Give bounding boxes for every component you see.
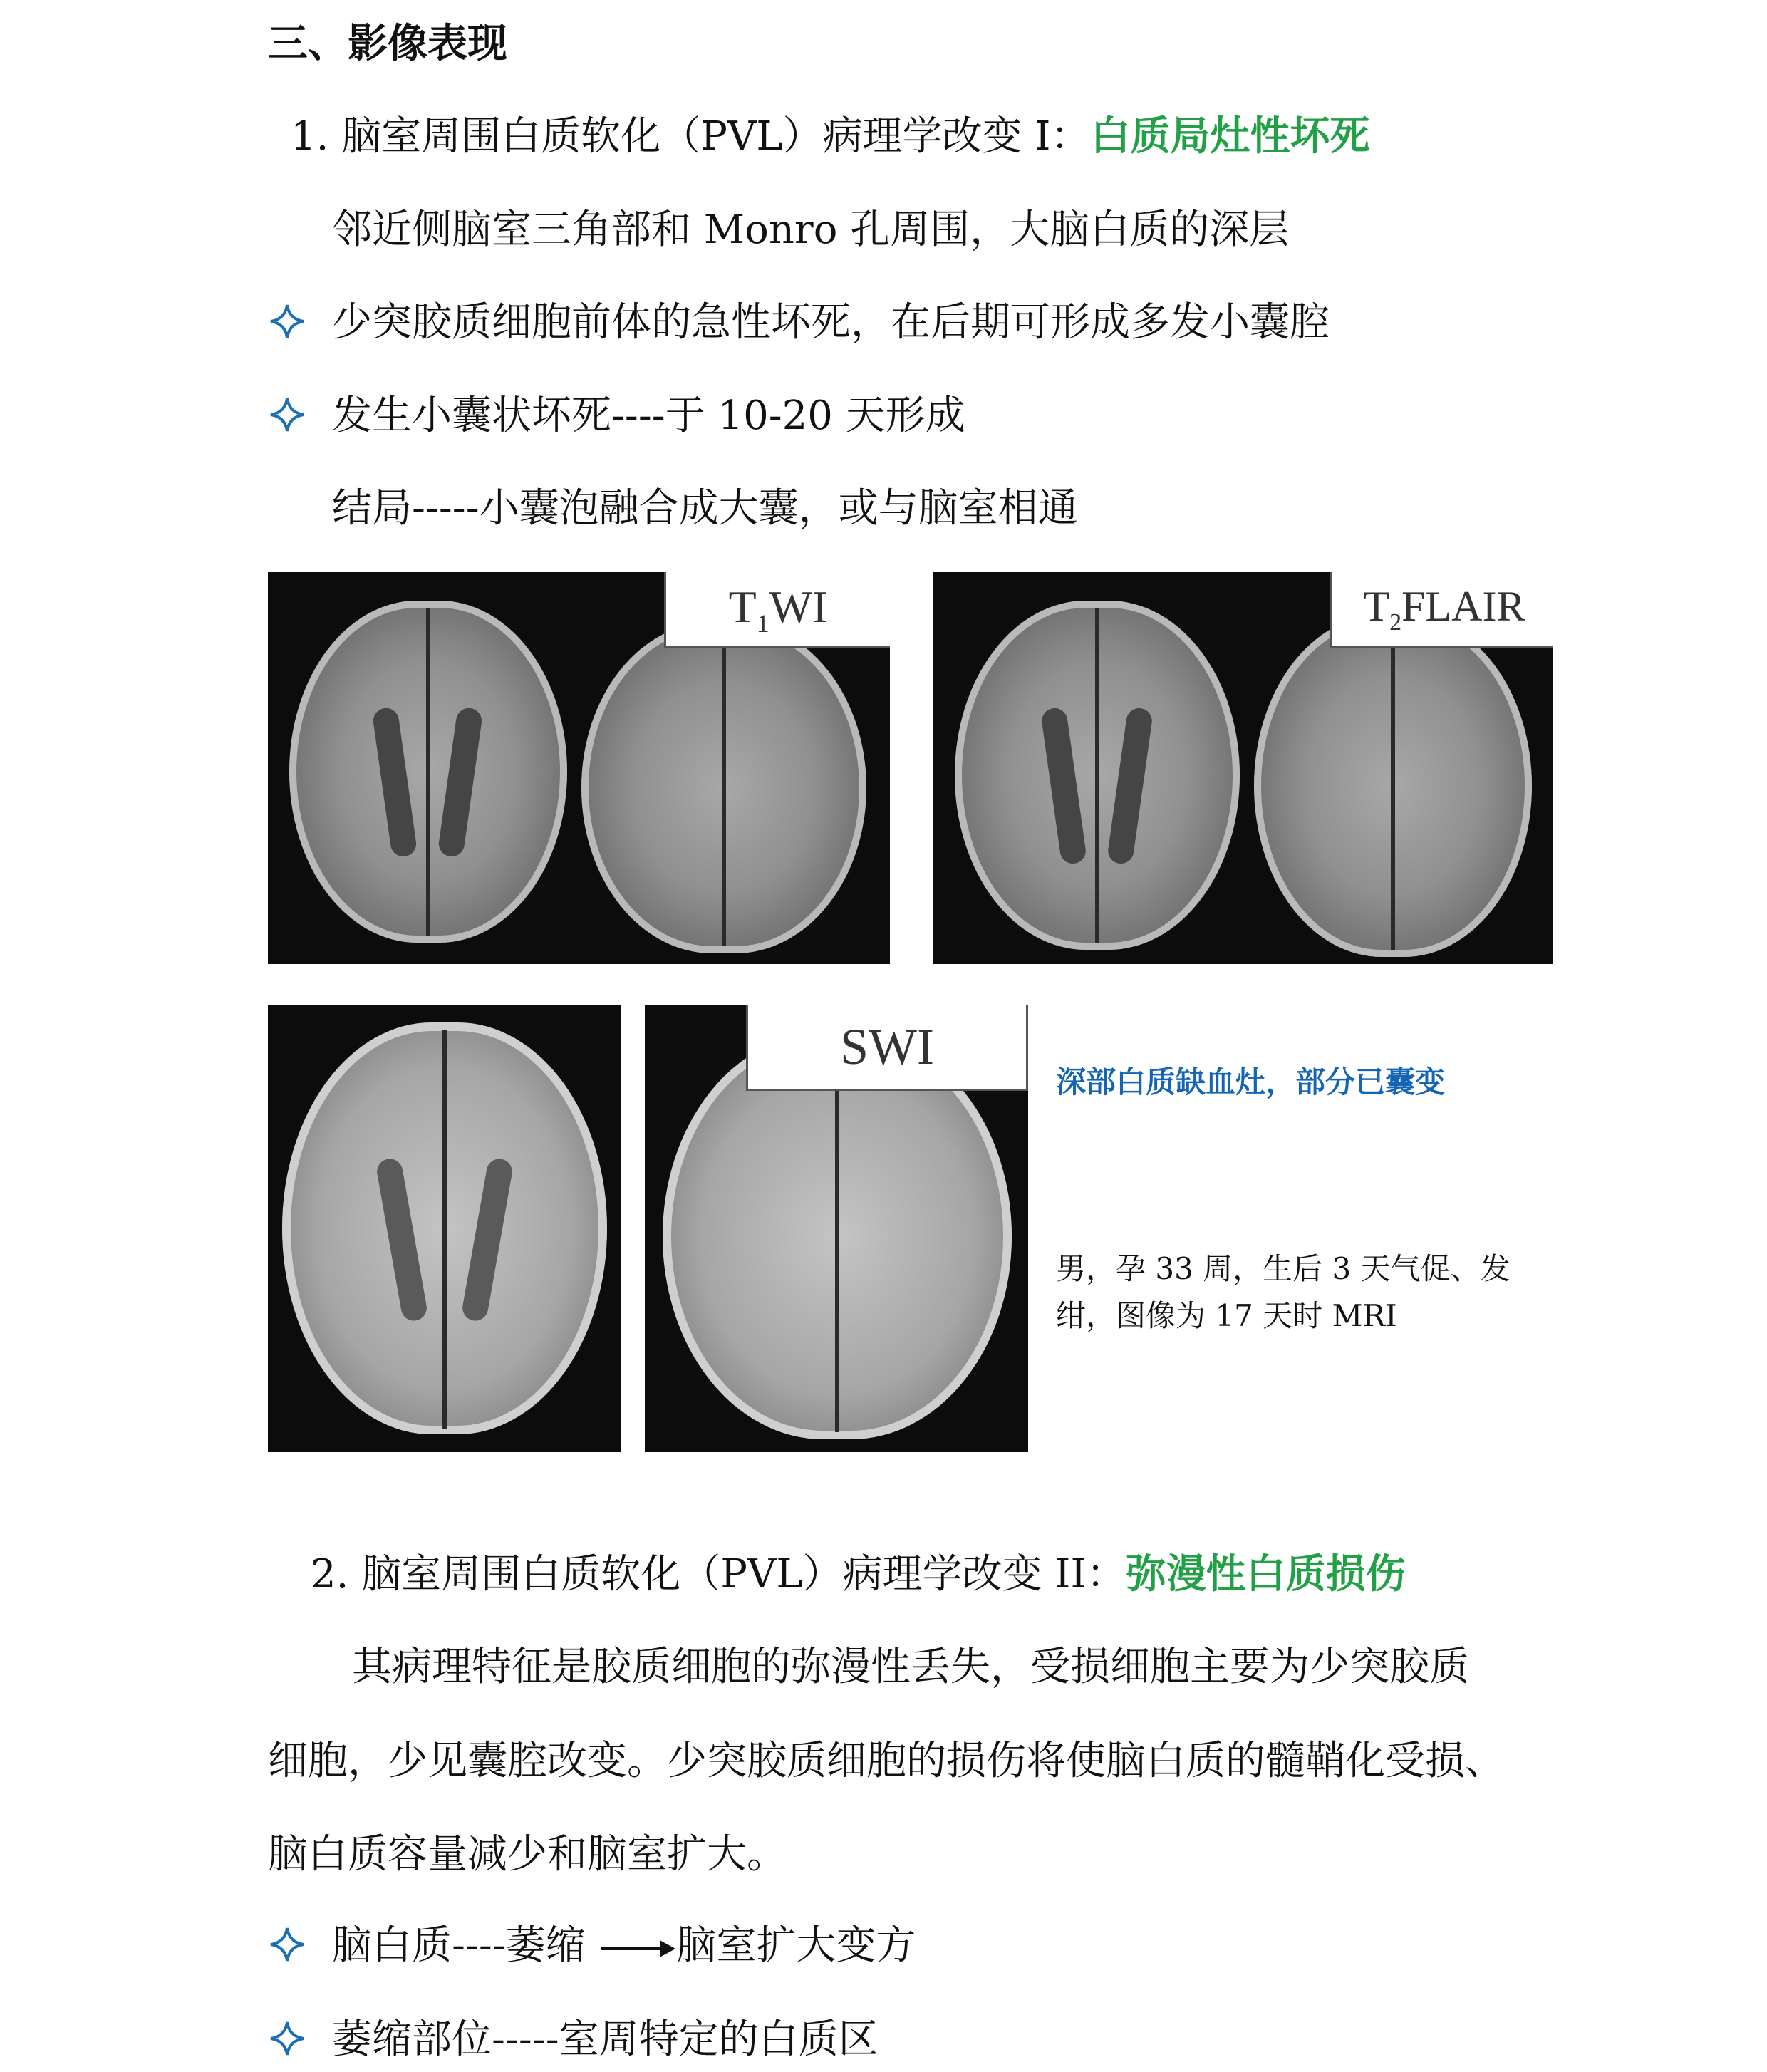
- item1-heading-highlight: 白质局灶性坏死: [1090, 113, 1370, 160]
- swi-label: SWI: [746, 1005, 1028, 1091]
- brain-scan: [663, 1033, 1012, 1439]
- brain-scan: [581, 622, 866, 953]
- item1-location: 邻近侧脑室三角部和 Monro 孔周围，大脑白质的深层: [332, 207, 1290, 253]
- swi-mri-image-right: [645, 1005, 1028, 1452]
- item1-heading-prefix: 1. 脑室周围白质软化（PVL）病理学改变 I：: [291, 113, 1091, 160]
- bullet-star-icon: [269, 2021, 305, 2056]
- bullet-star-icon: [269, 397, 305, 432]
- item1-outcome: 结局-----小囊泡融合成大囊，或与脑室相通: [332, 485, 1078, 532]
- bullet-star-icon: [269, 304, 305, 339]
- case-info-line2: 绀，图像为 17 天时 MRI: [1056, 1298, 1397, 1333]
- item1-bullet1: 少突胶质细胞前体的急性坏死，在后期可形成多发小囊腔: [332, 299, 1330, 346]
- item2-bullet1-b: 脑室扩大变方: [676, 1922, 916, 1969]
- case-info-line1: 男，孕 33 周，生后 3 天气促、发: [1056, 1251, 1510, 1286]
- item2-paragraph-line1: 其病理特征是胶质细胞的弥漫性丢失，受损细胞主要为少突胶质: [352, 1644, 1469, 1690]
- swi-mri-image-left: [268, 1005, 621, 1452]
- item1-bullet2: 发生小囊状坏死----于 10-20 天形成: [332, 393, 965, 439]
- item2-paragraph-line2: 细胞，少见囊腔改变。少突胶质细胞的损伤将使脑白质的髓鞘化受损、: [268, 1738, 1505, 1784]
- bullet-star-icon: [269, 1927, 305, 1962]
- item2-bullet1: [332, 1922, 916, 1969]
- lesion-note: 深部白质缺血灶，部分已囊变: [1056, 1065, 1446, 1099]
- brain-scan: [282, 1022, 607, 1434]
- brain-scan: [955, 601, 1240, 950]
- brain-scan: [289, 601, 567, 943]
- section-title: 三、影像表现: [268, 21, 507, 67]
- item2-bullet2: 萎缩部位-----室周特定的白质区: [332, 2016, 879, 2063]
- item2-paragraph-line3: 脑白质容量减少和脑室扩大。: [268, 1831, 787, 1877]
- item2-heading-highlight: 弥漫性白质损伤: [1126, 1551, 1406, 1597]
- t2flair-mri-image: [933, 572, 1553, 964]
- t2flair-label: $T_2FLAIR$: [1330, 572, 1553, 648]
- item1-heading: [291, 113, 1370, 160]
- item2-bullet1-a: 脑白质----萎缩: [332, 1922, 586, 1969]
- item2-heading-prefix: 2. 脑室周围白质软化（PVL）病理学改变 II：: [311, 1551, 1126, 1597]
- t1wi-label: $T_1WI$: [664, 572, 890, 648]
- long-right-arrow-icon: [598, 1934, 677, 1963]
- t1wi-mri-image: [268, 572, 890, 964]
- item2-heading: [311, 1551, 1406, 1597]
- brain-scan: [1254, 615, 1532, 957]
